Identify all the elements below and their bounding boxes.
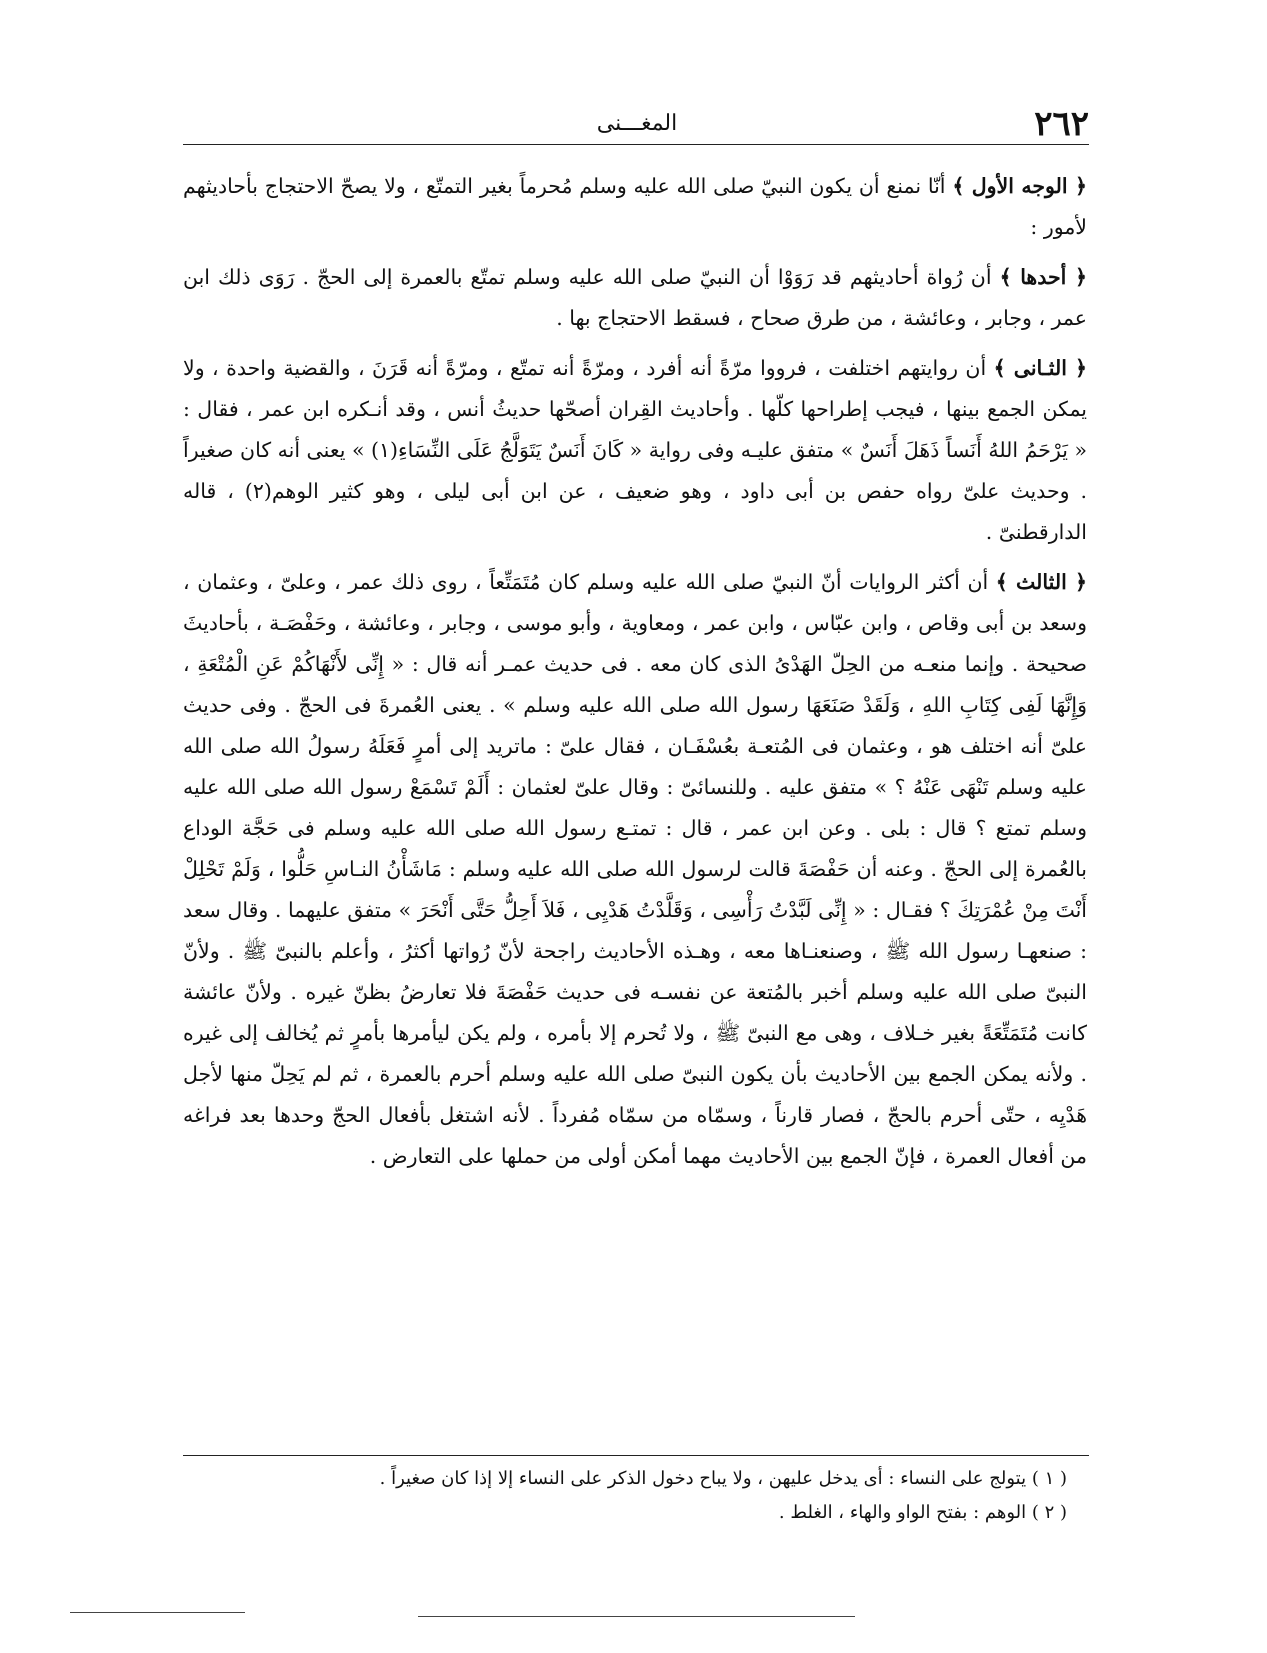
main-text xyxy=(183,166,1087,1186)
footnote-2: ( ٢ ) الوهم : بفتح الواو والهاء ، الغلط . xyxy=(778,1502,1067,1523)
page-number: ٢٦٢ xyxy=(1034,104,1089,144)
paragraph-4 xyxy=(183,562,1087,1177)
paragraph-text: أنّا نمنع أن يكون النبيّ صلى الله عليه وسلم مُحرماً بغير التمتّع ، ولا يصحّ الاحتجاج بأحاديثهم لأمور : xyxy=(183,174,1087,239)
paragraph-1 xyxy=(183,166,1087,248)
paragraph-2 xyxy=(183,257,1087,339)
paragraph-heading: ﴿ الوجه الأول ﴾ xyxy=(952,174,1088,198)
page-header xyxy=(185,104,1089,144)
paragraph-text: أن رُواة أحاديثهم قد رَوَوْا أن النبيّ صلى الله عليه وسلم تمتّع بالعمرة إلى الحجّ . رَوَى ذلك ابن عمر ، وجابر ، وعائشة ، من طرق صحاح ، فسقط الاحتجاج بها . xyxy=(183,265,1087,330)
paragraph-heading: ﴿ الثـانى ﴾ xyxy=(993,356,1087,380)
footnotes xyxy=(183,1462,1067,1530)
paragraph-3 xyxy=(183,348,1087,553)
header-rule xyxy=(183,144,1089,145)
footnote-rule xyxy=(183,1455,1089,1456)
bottom-rule-left xyxy=(70,1612,245,1613)
paragraph-text: أن روايتهم اختلفت ، فرووا مرّةً أنه أفرد ، ومرّةً أنه تمتّع ، ومرّةً أنه قَرَنَ ، والقضية واحدة ، ولا يمكن الجمع بينها ، فيجب إطراحها كلّها . وأحاديث القِران أصحّها حديثُ أنس ، وقد أنـكره ابن عمر ، فقال : « يَرْحَمُ اللهُ أَنَساً ذَهَلَ أَنَسٌ » متفق عليـه وفى رواية « كَانَ أَنَسٌ يَتَوَلَّجُ عَلَى النِّسَاءِ(١) » يعنى أنه كان صغيراً . وحديث علىّ رواه حفص بن أبى داود ، وهو ضعيف ، عن ابن أبى ليلى ، وهو كثير الوهم(٢) ، قاله الدارقطنىّ . xyxy=(183,356,1087,544)
footnote-1: ( ١ ) يتولج على النساء : أى يدخل عليهن ، ولا يباح دخول الذكر على النساء إلا إذا كان صغيراً . xyxy=(379,1468,1067,1489)
bottom-rule-center xyxy=(418,1616,855,1617)
paragraph-text: أن أكثر الروايات أنّ النبيّ صلى الله عليه وسلم كان مُتَمَتِّعاً ، روى ذلك عمر ، وعلىّ ، وعثمان ، وسعد بن أبى وقاص ، وابن عبّاس ، وابن عمر ، ومعاوية ، وأبو موسى ، وجابر ، وعائشة ، وحَفْصَـة ، بأحاديثَ صحيحة . وإنما منعـه من الحِلّ الهَدْىُ الذى كان معه . فى حديث عمـر أنه قال : « إِنِّى لأَنْهَاكُمْ عَنِ الْمُتْعَةِ ، وَإِنَّهَا لَفِى كِتَابِ اللهِ ، وَلَقَدْ صَنَعَهَا رسول الله صلى الله عليه وسلم » . يعنى العُمرةَ فى الحجّ . وفى حديث علىّ أنه اختلف هو ، وعثمان فى المُتعـة بعُسْفَـان ، فقال علىّ : ماتريد إلى أمرٍ فَعَلَهُ رسولُ الله صلى الله عليه وسلم تَنْهَى عَنْهُ ؟ » متفق عليه . وللنسائىّ : وقال علىّ لعثمان : أَلَمْ تَسْمَعْ رسول الله صلى الله عليه وسلم تمتع ؟ قال : بلى . وعن ابن عمر ، قال : تمتـع رسول الله صلى الله عليه وسلم فى حَجَّة الوداع بالعُمرة إلى الحجّ . وعنه أن حَفْصَةَ قالت لرسول الله صلى الله عليه وسلم : مَاشَأْنُ النـاسِ حَلُّوا ، وَلَمْ تَحْلِلْ أَنْتَ مِنْ عُمْرَتِكَ ؟ فقـال : « إِنِّى لَبَّدْتُ رَأْسِى ، وَقَلَّدْتُ هَدْيِى ، فَلاَ أَحِلُّ حَتَّى أَنْحَرَ » متفق عليهما . وقال سعد : صنعهـا رسول الله ﷺ ، وصنعنـاها معه ، وهـذه الأحاديث راجحة لأنّ رُواتها أكثرُ ، وأعلم بالنبىّ ﷺ . ولأنّ النبىّ صلى الله عليه وسلم أخبر بالمُتعة عن نفسـه فى حديث حَفْصَةَ فلا تعارضُ بظنّ غيره . ولأنّ عائشة كانت مُتَمَتِّعَةً بغير خـلاف ، وهى مع النبىّ ﷺ ، ولا تُحرم إلا بأمره ، ولم يكن ليأمرها بأمرٍ ثم يُخالف إلى غيره . ولأنه يمكن الجمع بين الأحاديث بأن يكون النبىّ صلى الله عليه وسلم أحرم بالعمرة ، ثم لم يَحِلّ منها لأجل هَدْيِه ، حتّى أحرم بالحجّ ، فصار قارناً ، وسمّاه من سمّاه مُفرداً . لأنه اشتغل بأفعال الحجّ وحدها بعد فراغه من أفعال العمرة ، فإنّ الجمع بين الأحاديث مهما أمكن أولى من حملها على التعارض . xyxy=(183,570,1087,1168)
paragraph-heading: ﴿ أحدها ﴾ xyxy=(999,265,1088,289)
paragraph-heading: ﴿ الثالث ﴾ xyxy=(995,570,1088,594)
running-title: المغـــنى xyxy=(596,111,678,136)
